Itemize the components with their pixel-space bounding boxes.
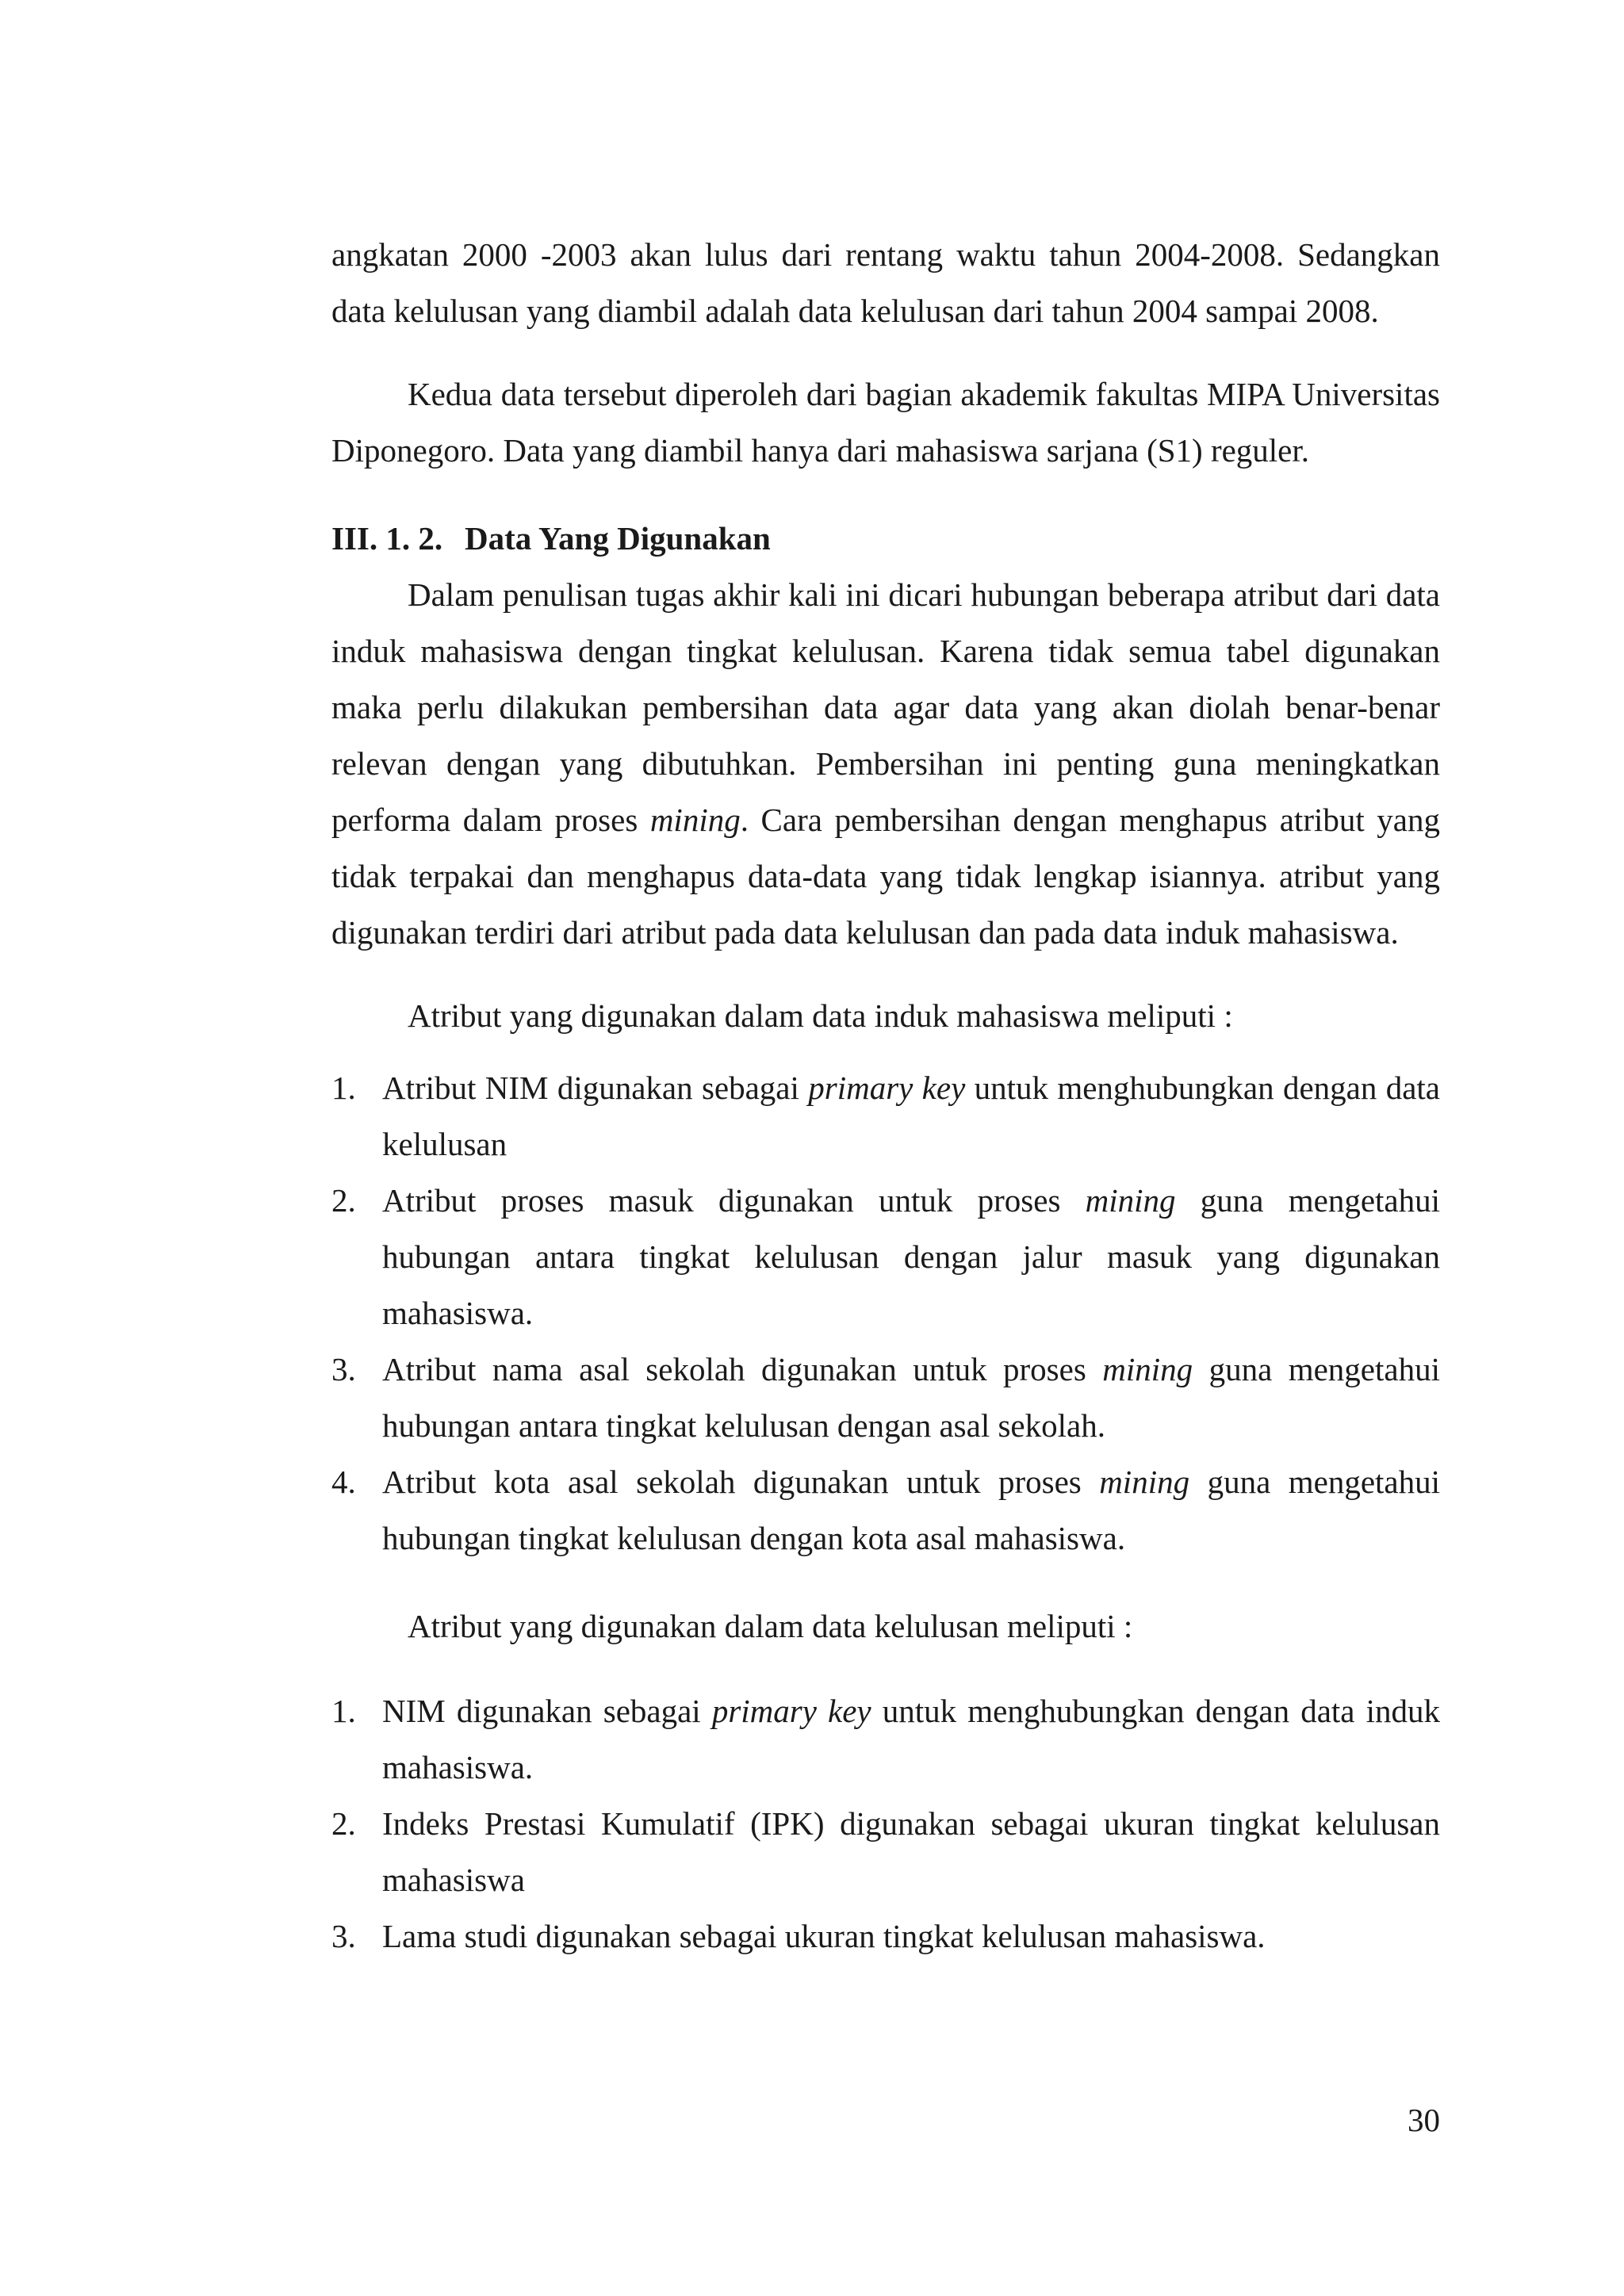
paragraph-emphasis: mining — [649, 802, 741, 838]
list-text: Atribut kota asal sekolah digunakan untuk proses — [382, 1464, 1100, 1500]
list-number: 3. — [331, 1918, 356, 1954]
list-number: 1. — [331, 1693, 356, 1729]
list-item — [331, 1796, 1440, 1908]
list-text: NIM digunakan sebagai — [382, 1693, 712, 1729]
section-title: Data Yang Digunakan — [465, 520, 771, 557]
list-item — [331, 1908, 1440, 1965]
list-emphasis: mining — [1102, 1351, 1193, 1387]
list-number: 3. — [331, 1351, 356, 1387]
list-atribut-data-kelulusan — [331, 1683, 1440, 1965]
list-text: Lama studi digunakan sebagai ukuran tingkat kelulusan mahasiswa. — [382, 1918, 1266, 1954]
list-item — [331, 1683, 1440, 1796]
list-text: untuk menghubungkan dengan data induk mahasiswa. — [382, 1693, 1440, 1785]
list-text: guna mengetahui hubungan antara tingkat kelulusan dengan jalur masuk yang digunakan mahasiswa. — [382, 1182, 1440, 1331]
page-number: 30 — [1408, 2102, 1440, 2138]
section-heading — [331, 511, 1440, 567]
list-text: untuk menghubungkan dengan data kelulusan — [382, 1070, 1440, 1162]
list-emphasis: mining — [1099, 1464, 1190, 1500]
list-atribut-data-induk — [331, 1060, 1440, 1567]
list-emphasis: primary key — [711, 1693, 871, 1729]
list-emphasis: mining — [1085, 1182, 1176, 1219]
list-item — [331, 1173, 1440, 1341]
list-text: guna mengetahui hubungan tingkat kelulusan dengan kota asal mahasiswa. — [382, 1464, 1441, 1556]
list-number: 2. — [331, 1805, 356, 1842]
intro-data-induk: Atribut yang digunakan dalam data induk mahasiswa meliputi : — [408, 997, 1233, 1034]
section-number: III. 1. 2. — [331, 520, 443, 557]
list-text: Atribut NIM digunakan sebagai — [382, 1070, 809, 1106]
list-text: Atribut proses masuk digunakan untuk proses — [382, 1182, 1086, 1219]
list-text: guna mengetahui hubungan antara tingkat kelulusan dengan asal sekolah. — [382, 1351, 1440, 1444]
list-number: 1. — [331, 1070, 356, 1106]
intro-data-kelulusan: Atribut yang digunakan dalam data kelulusan meliputi : — [408, 1608, 1133, 1644]
paragraph-text-a: Dalam penulisan tugas akhir kali ini dicari hubungan beberapa atribut dari data induk mahasiswa dengan tingkat kelulusan. Karena tidak semua tabel digunakan maka perlu dilakukan pembersihan data agar data yang akan diolah benar-benar relevan dengan yang dibutuhkan. Pembersihan ini penting guna meningkatkan performa dalam proses — [331, 576, 1440, 838]
list-text: Atribut nama asal sekolah digunakan untuk proses — [382, 1351, 1103, 1387]
list-item — [331, 1341, 1440, 1454]
list-item — [331, 1060, 1440, 1173]
list-item — [331, 1454, 1440, 1567]
paragraph-data-digunakan — [331, 567, 1440, 961]
list-text: Indeks Prestasi Kumulatif (IPK) digunakan sebagai ukuran tingkat kelulusan mahasiswa — [382, 1805, 1440, 1898]
paragraph-text-b: . Cara pembersihan dengan menghapus atribut yang tidak terpakai dan menghapus data-data yang tidak lengkap isiannya. atribut yang digunakan terdiri dari atribut pada data kelulusan dan pada data induk mahasiswa. — [331, 802, 1440, 951]
paragraph-angkatan: angkatan 2000 -2003 akan lulus dari rentang waktu tahun 2004-2008. Sedangkan data kelulusan yang diambil adalah data kelulusan dari tahun 2004 sampai 2008. — [331, 236, 1440, 329]
list-number: 2. — [331, 1182, 356, 1219]
list-number: 4. — [331, 1464, 356, 1500]
list-emphasis: primary key — [808, 1070, 966, 1106]
document-page — [331, 227, 1440, 1965]
paragraph-sumber-data: Kedua data tersebut diperoleh dari bagian akademik fakultas MIPA Universitas Diponegoro. Data yang diambil hanya dari mahasiswa sarjana (S1) reguler. — [331, 376, 1440, 469]
